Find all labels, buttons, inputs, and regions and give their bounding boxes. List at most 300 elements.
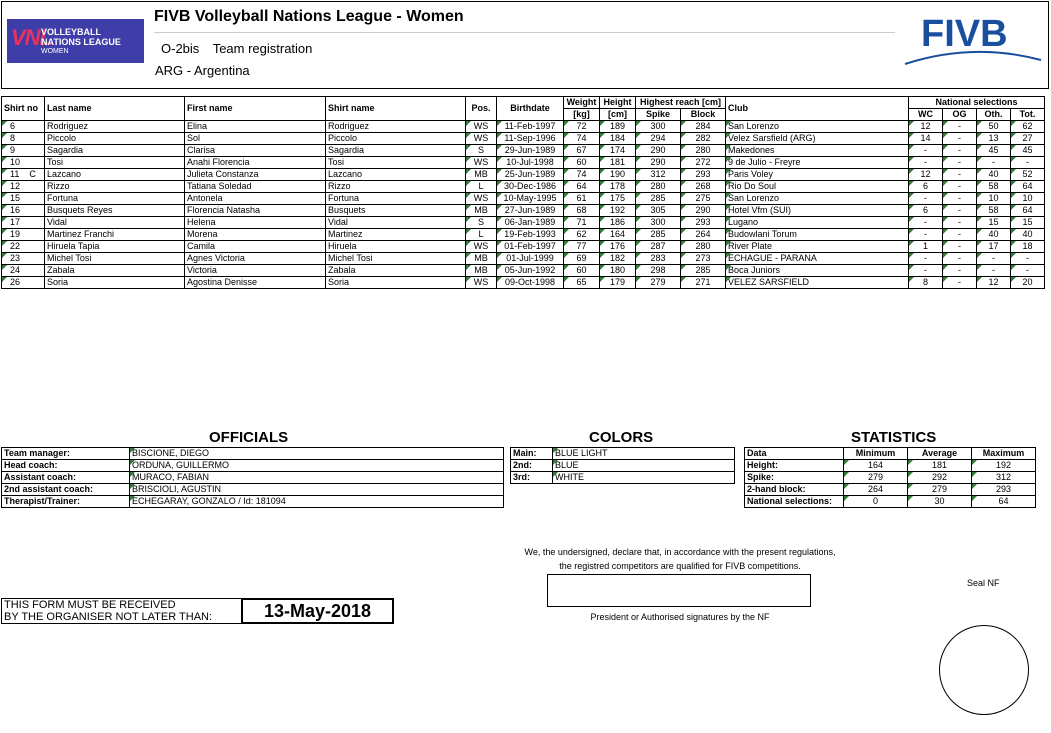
color-value: BLUE: [553, 460, 735, 472]
shirt-number: 17: [10, 217, 21, 227]
cell-spike: 290: [636, 145, 681, 157]
table-row: [2, 229, 1045, 241]
page-title: FIVB Volleyball Nations League - Women: [154, 8, 464, 25]
cell-last-name: Vidal: [45, 217, 185, 229]
officials-row: [2, 484, 504, 496]
cell-first-name: Tatiana Soledad: [185, 181, 326, 193]
cell-first-name: Anahi Florencia: [185, 157, 326, 169]
cell-first-name: Agostina Denisse: [185, 277, 326, 289]
col-first-name: First name: [185, 97, 326, 121]
cell-shirt-no: [2, 265, 45, 277]
table-row: [2, 277, 1045, 289]
official-name: BISCIONE, DIEGO: [130, 448, 504, 460]
stat-min: 279: [844, 472, 908, 484]
officials-row: [2, 460, 504, 472]
header-divider: [154, 32, 895, 33]
cell-birthdate: 01-Feb-1997: [497, 241, 564, 253]
cell-oth: -: [977, 157, 1011, 169]
cell-first-name: Victoria: [185, 265, 326, 277]
statistics-body: [745, 460, 1036, 508]
stat-max: 64: [972, 496, 1036, 508]
cell-spike: 300: [636, 121, 681, 133]
cell-oth: 45: [977, 145, 1011, 157]
cell-last-name: Rizzo: [45, 181, 185, 193]
stat-label: National selections:: [745, 496, 844, 508]
cell-shirt-no: [2, 121, 45, 133]
cell-og: -: [943, 277, 977, 289]
cell-birthdate: 05-Jun-1992: [497, 265, 564, 277]
cell-wc: -: [909, 253, 943, 265]
cell-birthdate: 29-Jun-1989: [497, 145, 564, 157]
cell-shirt-no: [2, 181, 45, 193]
table-row: [2, 253, 1045, 265]
cell-block: 273: [681, 253, 726, 265]
cell-wc: 6: [909, 205, 943, 217]
cell-block: 284: [681, 121, 726, 133]
cell-oth: 40: [977, 169, 1011, 181]
cell-shirt-name: Fortuna: [326, 193, 466, 205]
cell-shirt-name: Piccolo: [326, 133, 466, 145]
col-tot: Tot.: [1011, 109, 1045, 121]
cell-first-name: Camila: [185, 241, 326, 253]
stat-avg: 292: [908, 472, 972, 484]
colors-body: [511, 448, 735, 484]
cell-first-name: Agnes Victoria: [185, 253, 326, 265]
cell-oth: -: [977, 265, 1011, 277]
official-role: Head coach:: [2, 460, 130, 472]
cell-tot: 10: [1011, 193, 1045, 205]
stat-max: 192: [972, 460, 1036, 472]
cell-birthdate: 10-May-1995: [497, 193, 564, 205]
cell-og: -: [943, 193, 977, 205]
cell-birthdate: 10-Jul-1998: [497, 157, 564, 169]
cell-birthdate: 27-Jun-1989: [497, 205, 564, 217]
cell-height: 174: [600, 145, 636, 157]
officials-body: [2, 448, 504, 508]
cell-spike: 287: [636, 241, 681, 253]
cell-height: 180: [600, 265, 636, 277]
cell-weight: 61: [564, 193, 600, 205]
cell-club: Makedones: [726, 145, 909, 157]
color-label: Main:: [511, 448, 553, 460]
cell-wc: 12: [909, 169, 943, 181]
color-value: BLUE LIGHT: [553, 448, 735, 460]
cell-last-name: Rodriguez: [45, 121, 185, 133]
shirt-number: 24: [10, 265, 21, 275]
cell-og: -: [943, 169, 977, 181]
cell-height: 176: [600, 241, 636, 253]
signature-caption: President or Authorised signatures by the NF: [590, 612, 770, 622]
cell-pos: WS: [466, 133, 497, 145]
cell-block: 293: [681, 217, 726, 229]
captain-mark: C: [29, 169, 36, 179]
cell-shirt-name: Lazcano: [326, 169, 466, 181]
official-name: ORDUNA, GUILLERMO: [130, 460, 504, 472]
cell-block: 272: [681, 157, 726, 169]
shirt-number: 19: [10, 229, 21, 239]
cell-shirt-name: Busquets: [326, 205, 466, 217]
table-row: [2, 145, 1045, 157]
cell-height: 175: [600, 193, 636, 205]
deadline-date: 13-May-2018: [241, 598, 394, 624]
roster-header-row-1: [2, 97, 1045, 109]
cell-club: 9 de Julio - Freyre: [726, 157, 909, 169]
form-subtitle: [161, 41, 322, 56]
cell-weight: 72: [564, 121, 600, 133]
cell-birthdate: 11-Feb-1997: [497, 121, 564, 133]
cell-pos: L: [466, 181, 497, 193]
cell-first-name: Sol: [185, 133, 326, 145]
cell-pos: WS: [466, 241, 497, 253]
cell-height: 184: [600, 133, 636, 145]
colors-row: [511, 460, 735, 472]
table-row: [2, 217, 1045, 229]
cell-shirt-name: Vidal: [326, 217, 466, 229]
statistics-title: STATISTICS: [851, 429, 937, 446]
signature-box[interactable]: [547, 574, 811, 607]
cell-birthdate: 25-Jun-1989: [497, 169, 564, 181]
cell-club: San Lorenzo: [726, 121, 909, 133]
cell-last-name: Fortuna: [45, 193, 185, 205]
cell-shirt-no: [2, 253, 45, 265]
cell-tot: 64: [1011, 181, 1045, 193]
cell-block: 290: [681, 205, 726, 217]
cell-block: 280: [681, 145, 726, 157]
col-height-unit: [cm]: [600, 109, 636, 121]
color-label: 3rd:: [511, 472, 553, 484]
table-row: [2, 205, 1045, 217]
cell-last-name: Sagardia: [45, 145, 185, 157]
color-value: WHITE: [553, 472, 735, 484]
cell-last-name: Soria: [45, 277, 185, 289]
statistics-row: [745, 472, 1036, 484]
cell-club: Lugano: [726, 217, 909, 229]
stat-min: 0: [844, 496, 908, 508]
cell-wc: 8: [909, 277, 943, 289]
cell-club: Rio Do Soul: [726, 181, 909, 193]
shirt-number: 11: [10, 169, 20, 179]
statistics-row: [745, 460, 1036, 472]
cell-wc: 6: [909, 181, 943, 193]
cell-oth: 12: [977, 277, 1011, 289]
stat-label: Height:: [745, 460, 844, 472]
cell-spike: 280: [636, 181, 681, 193]
stat-col-max: Maximum: [972, 448, 1036, 460]
shirt-number: 8: [10, 133, 16, 143]
stat-avg: 279: [908, 484, 972, 496]
cell-last-name: Tosi: [45, 157, 185, 169]
col-weight-unit: [kg]: [564, 109, 600, 121]
cell-wc: 1: [909, 241, 943, 253]
cell-last-name: Martinez Franchi: [45, 229, 185, 241]
cell-weight: 60: [564, 265, 600, 277]
cell-og: -: [943, 133, 977, 145]
cell-first-name: Morena: [185, 229, 326, 241]
cell-last-name: Zabala: [45, 265, 185, 277]
cell-spike: 312: [636, 169, 681, 181]
shirt-number: 22: [10, 241, 21, 251]
cell-block: 264: [681, 229, 726, 241]
cell-spike: 298: [636, 265, 681, 277]
official-name: ECHEGARAY, GONZALO / Id: 181094: [130, 496, 504, 508]
cell-oth: 10: [977, 193, 1011, 205]
cell-oth: 58: [977, 205, 1011, 217]
cell-tot: 40: [1011, 229, 1045, 241]
cell-weight: 68: [564, 205, 600, 217]
cell-shirt-no: [2, 217, 45, 229]
cell-pos: MB: [466, 205, 497, 217]
cell-pos: WS: [466, 157, 497, 169]
cell-og: -: [943, 145, 977, 157]
vnl-logo-mark: VNL: [11, 25, 52, 50]
official-role: Team manager:: [2, 448, 130, 460]
stat-col-avg: Average: [908, 448, 972, 460]
cell-club: Paris Voley: [726, 169, 909, 181]
cell-tot: -: [1011, 265, 1045, 277]
cell-wc: -: [909, 229, 943, 241]
cell-spike: 290: [636, 157, 681, 169]
cell-first-name: Helena: [185, 217, 326, 229]
cell-spike: 294: [636, 133, 681, 145]
cell-height: 179: [600, 277, 636, 289]
cell-tot: 45: [1011, 145, 1045, 157]
roster-body: [2, 121, 1045, 289]
cell-height: 178: [600, 181, 636, 193]
cell-height: 182: [600, 253, 636, 265]
cell-club: VELEZ SARSFIELD: [726, 277, 909, 289]
cell-shirt-no: [2, 229, 45, 241]
cell-last-name: Piccolo: [45, 133, 185, 145]
cell-pos: L: [466, 229, 497, 241]
shirt-number: 23: [10, 253, 21, 263]
cell-shirt-no: [2, 193, 45, 205]
shirt-number: 12: [10, 181, 21, 191]
cell-first-name: Elina: [185, 121, 326, 133]
col-club: Club: [726, 97, 909, 121]
cell-height: 186: [600, 217, 636, 229]
shirt-number: 9: [10, 145, 16, 155]
cell-height: 189: [600, 121, 636, 133]
cell-tot: -: [1011, 157, 1045, 169]
cell-shirt-name: Martinez: [326, 229, 466, 241]
cell-tot: 18: [1011, 241, 1045, 253]
cell-club: San Lorenzo: [726, 193, 909, 205]
table-row: [2, 265, 1045, 277]
cell-birthdate: 19-Feb-1993: [497, 229, 564, 241]
cell-shirt-name: Sagardia: [326, 145, 466, 157]
declaration-text: We, the undersigned, declare that, in accordance with the present regulations, the registred competitors are qualified for FIVB competitions.: [524, 547, 836, 571]
cell-block: 282: [681, 133, 726, 145]
officials-row: [2, 448, 504, 460]
cell-og: -: [943, 181, 977, 193]
cell-weight: 77: [564, 241, 600, 253]
col-shirt-name: Shirt name: [326, 97, 466, 121]
cell-tot: 52: [1011, 169, 1045, 181]
colors-title: COLORS: [589, 429, 654, 446]
team-country: ARG - Argentina: [155, 63, 250, 78]
fivb-logo: [903, 12, 1043, 70]
cell-tot: 62: [1011, 121, 1045, 133]
official-name: MURACO, FABIAN: [130, 472, 504, 484]
cell-pos: WS: [466, 121, 497, 133]
cell-spike: 305: [636, 205, 681, 217]
col-oth: Oth.: [977, 109, 1011, 121]
cell-og: -: [943, 265, 977, 277]
col-highest-reach: Highest reach [cm]: [636, 97, 726, 109]
cell-wc: -: [909, 145, 943, 157]
statistics-row: [745, 496, 1036, 508]
cell-height: 164: [600, 229, 636, 241]
cell-block: 285: [681, 265, 726, 277]
stat-avg: 181: [908, 460, 972, 472]
cell-last-name: Hiruela Tapia: [45, 241, 185, 253]
cell-tot: 15: [1011, 217, 1045, 229]
cell-birthdate: 09-Oct-1998: [497, 277, 564, 289]
cell-tot: 64: [1011, 205, 1045, 217]
cell-pos: WS: [466, 193, 497, 205]
table-row: [2, 181, 1045, 193]
cell-last-name: Lazcano: [45, 169, 185, 181]
col-height: Height: [600, 97, 636, 109]
cell-first-name: Florencia Natasha: [185, 205, 326, 217]
cell-oth: 17: [977, 241, 1011, 253]
cell-weight: 69: [564, 253, 600, 265]
cell-oth: 13: [977, 133, 1011, 145]
col-last-name: Last name: [45, 97, 185, 121]
cell-birthdate: 11-Sep-1996: [497, 133, 564, 145]
cell-shirt-no: [2, 241, 45, 253]
colors-row: [511, 448, 735, 460]
table-row: [2, 133, 1045, 145]
statistics-table: [744, 447, 1036, 508]
statistics-row: [745, 484, 1036, 496]
table-row: [2, 157, 1045, 169]
table-row: [2, 241, 1045, 253]
cell-pos: MB: [466, 169, 497, 181]
cell-weight: 65: [564, 277, 600, 289]
cell-block: 268: [681, 181, 726, 193]
cell-shirt-no: [2, 205, 45, 217]
vnl-logo: [7, 19, 144, 63]
cell-pos: S: [466, 145, 497, 157]
cell-first-name: Clarisa: [185, 145, 326, 157]
col-block: Block: [681, 109, 726, 121]
shirt-number: 16: [10, 205, 21, 215]
cell-club: Boca Juniors: [726, 265, 909, 277]
fivb-logo-text: FIVB: [921, 13, 1008, 55]
shirt-number: 10: [10, 157, 21, 167]
cell-first-name: Julieta Constanza: [185, 169, 326, 181]
cell-birthdate: 30-Dec-1986: [497, 181, 564, 193]
official-role: Therapist/Trainer:: [2, 496, 130, 508]
cell-weight: 74: [564, 133, 600, 145]
cell-shirt-no: [2, 169, 45, 181]
cell-og: -: [943, 229, 977, 241]
cell-weight: 71: [564, 217, 600, 229]
stat-max: 293: [972, 484, 1036, 496]
table-row: [2, 121, 1045, 133]
official-name: BRISCIOLI, AGUSTIN: [130, 484, 504, 496]
cell-wc: -: [909, 157, 943, 169]
shirt-number: 26: [10, 277, 21, 287]
cell-weight: 67: [564, 145, 600, 157]
cell-birthdate: 06-Jan-1989: [497, 217, 564, 229]
cell-pos: MB: [466, 253, 497, 265]
cell-spike: 279: [636, 277, 681, 289]
cell-shirt-name: Tosi: [326, 157, 466, 169]
cell-shirt-no: [2, 157, 45, 169]
cell-shirt-name: Michel Tosi: [326, 253, 466, 265]
cell-spike: 283: [636, 253, 681, 265]
cell-shirt-no: [2, 133, 45, 145]
vnl-logo-text: VOLLEYBALL NATIONS LEAGUE WOMEN: [41, 27, 121, 55]
cell-pos: MB: [466, 265, 497, 277]
col-og: OG: [943, 109, 977, 121]
cell-shirt-name: Hiruela: [326, 241, 466, 253]
cell-shirt-name: Rodriguez: [326, 121, 466, 133]
cell-weight: 74: [564, 169, 600, 181]
cell-tot: -: [1011, 253, 1045, 265]
cell-wc: -: [909, 265, 943, 277]
deadline-note: THIS FORM MUST BE RECEIVED BY THE ORGANISER NOT LATER THAN:: [1, 598, 242, 624]
cell-tot: 27: [1011, 133, 1045, 145]
cell-oth: 50: [977, 121, 1011, 133]
cell-block: 271: [681, 277, 726, 289]
cell-pos: S: [466, 217, 497, 229]
cell-oth: -: [977, 253, 1011, 265]
cell-oth: 40: [977, 229, 1011, 241]
cell-club: ECHAGUE - PARANA: [726, 253, 909, 265]
cell-height: 192: [600, 205, 636, 217]
form-code: O-2bis: [161, 41, 200, 56]
cell-shirt-name: Rizzo: [326, 181, 466, 193]
cell-spike: 285: [636, 193, 681, 205]
cell-weight: 64: [564, 181, 600, 193]
cell-shirt-no: [2, 277, 45, 289]
cell-shirt-name: Zabala: [326, 265, 466, 277]
cell-first-name: Antonela: [185, 193, 326, 205]
cell-og: -: [943, 157, 977, 169]
cell-wc: -: [909, 217, 943, 229]
stat-col-min: Minimum: [844, 448, 908, 460]
col-birthdate: Birthdate: [497, 97, 564, 121]
cell-last-name: Busquets Reyes: [45, 205, 185, 217]
cell-club: Hotel Vfm (SUI): [726, 205, 909, 217]
table-row: [2, 169, 1045, 181]
col-pos: Pos.: [466, 97, 497, 121]
shirt-number: 15: [10, 193, 21, 203]
form-name: Team registration: [212, 41, 313, 56]
seal-circle[interactable]: [939, 625, 1029, 715]
stat-min: 264: [844, 484, 908, 496]
cell-block: 280: [681, 241, 726, 253]
stat-label: 2-hand block:: [745, 484, 844, 496]
cell-height: 181: [600, 157, 636, 169]
cell-shirt-no: [2, 145, 45, 157]
cell-og: -: [943, 217, 977, 229]
cell-wc: -: [909, 193, 943, 205]
stat-avg: 30: [908, 496, 972, 508]
cell-height: 190: [600, 169, 636, 181]
cell-last-name: Michel Tosi: [45, 253, 185, 265]
col-wc: WC: [909, 109, 943, 121]
stat-min: 164: [844, 460, 908, 472]
cell-block: 293: [681, 169, 726, 181]
cell-oth: 15: [977, 217, 1011, 229]
shirt-number: 6: [10, 121, 16, 131]
cell-tot: 20: [1011, 277, 1045, 289]
cell-og: -: [943, 253, 977, 265]
